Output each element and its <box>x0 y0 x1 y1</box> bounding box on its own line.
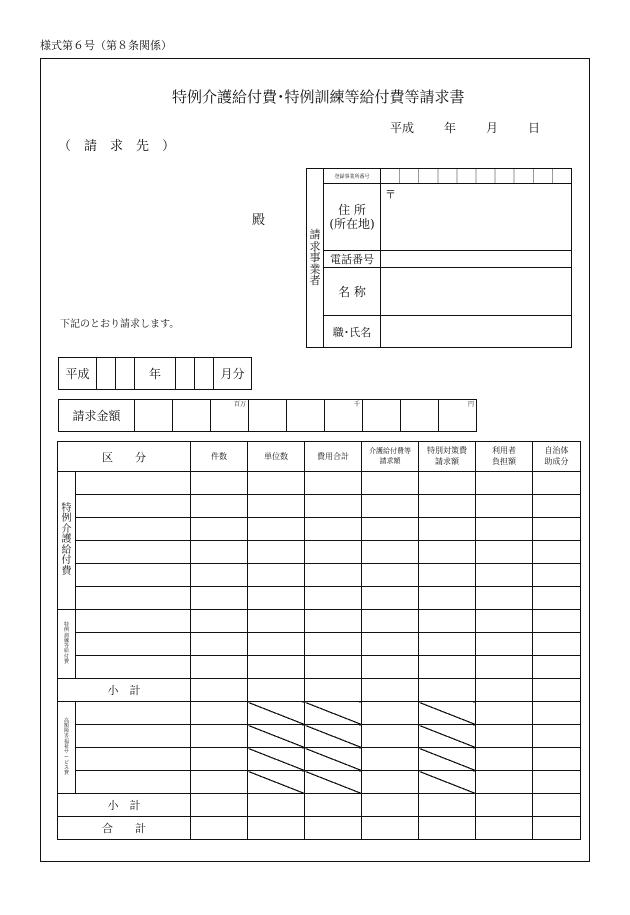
cell[interactable] <box>476 748 533 771</box>
cell[interactable] <box>191 817 248 840</box>
cell[interactable] <box>533 564 581 587</box>
disabled-cell <box>248 725 305 748</box>
cell[interactable] <box>419 472 476 495</box>
table-row <box>58 472 581 495</box>
header-row <box>58 442 581 472</box>
cell[interactable] <box>533 472 581 495</box>
cell[interactable] <box>191 725 248 748</box>
group-label-high-cost: 高 額 障 害 福 祉 サ ー ビ ス 費 <box>58 702 76 794</box>
cell[interactable] <box>419 610 476 633</box>
cell[interactable] <box>248 794 305 817</box>
service-name-cell[interactable] <box>76 771 191 794</box>
group-label-special-care: 特 例 介 護 給 付 費 <box>58 472 76 610</box>
postal-mark: 〒 <box>385 188 396 201</box>
registration-label: 登録事業所番号 <box>324 169 381 184</box>
table-row <box>58 633 581 656</box>
period-year-label: 年 <box>135 358 176 390</box>
cell[interactable] <box>191 656 248 679</box>
table-row <box>58 656 581 679</box>
disabled-cell <box>305 748 362 771</box>
form-number: 様式第６号（第８条関係） <box>40 39 172 52</box>
cell[interactable] <box>362 587 419 610</box>
cell[interactable] <box>305 472 362 495</box>
grand-total-row <box>58 817 581 840</box>
cell[interactable] <box>191 679 248 702</box>
cell[interactable] <box>362 564 419 587</box>
cell[interactable] <box>305 656 362 679</box>
cell[interactable] <box>305 633 362 656</box>
cell[interactable] <box>476 472 533 495</box>
cell[interactable] <box>476 495 533 518</box>
cell[interactable] <box>191 771 248 794</box>
cell[interactable] <box>248 610 305 633</box>
cell[interactable] <box>248 679 305 702</box>
disabled-cell <box>419 771 476 794</box>
cell[interactable] <box>533 495 581 518</box>
subtotal-row-label: 小 計 <box>58 679 191 702</box>
cell[interactable] <box>362 610 419 633</box>
cell[interactable] <box>476 725 533 748</box>
disabled-cell <box>305 702 362 725</box>
unit-million: 百万 <box>233 401 246 408</box>
name-field[interactable] <box>381 268 572 316</box>
statement-text: 下記のとおり請求します。 <box>60 319 180 330</box>
cell[interactable] <box>419 656 476 679</box>
cell[interactable] <box>476 564 533 587</box>
cell[interactable] <box>419 817 476 840</box>
table-row <box>58 725 581 748</box>
cell[interactable] <box>191 610 248 633</box>
service-name-cell[interactable] <box>76 633 191 656</box>
cell[interactable] <box>476 518 533 541</box>
disabled-cell <box>248 771 305 794</box>
header-total-cost: 費用合計 <box>305 442 362 472</box>
cell[interactable] <box>533 725 581 748</box>
service-name-cell[interactable] <box>76 495 191 518</box>
disabled-cell <box>419 748 476 771</box>
cell[interactable] <box>419 633 476 656</box>
amount-digit-6[interactable] <box>325 400 363 432</box>
subtotal-row <box>58 679 581 702</box>
date-era: 平成 <box>390 121 415 135</box>
unit-yen: 円 <box>467 401 474 408</box>
cell[interactable] <box>419 541 476 564</box>
amount-label: 請求金額 <box>59 400 135 432</box>
disabled-cell <box>305 771 362 794</box>
provider-box <box>306 168 572 348</box>
date-year: 年 <box>444 121 457 135</box>
cell[interactable] <box>362 771 419 794</box>
cell[interactable] <box>533 679 581 702</box>
period-box <box>58 357 252 390</box>
header-units: 単位数 <box>248 442 305 472</box>
group-label-special-training: 特 例 訓 練 等 給 付 費 <box>58 610 76 679</box>
cell[interactable] <box>362 472 419 495</box>
subtotal-row-2-label: 小 計 <box>58 794 191 817</box>
period-year-digit-1[interactable] <box>97 358 116 390</box>
cell[interactable] <box>191 748 248 771</box>
amount-digit-7[interactable] <box>363 400 401 432</box>
cell[interactable] <box>419 518 476 541</box>
date-day: 日 <box>528 121 541 135</box>
cell[interactable] <box>248 518 305 541</box>
service-name-cell[interactable] <box>76 564 191 587</box>
cell[interactable] <box>419 587 476 610</box>
amount-digit-9[interactable] <box>439 400 477 432</box>
cell[interactable] <box>533 633 581 656</box>
claim-table <box>57 441 581 840</box>
amount-digit-2[interactable] <box>173 400 211 432</box>
cell[interactable] <box>419 564 476 587</box>
cell[interactable] <box>191 495 248 518</box>
period-month-digit-1[interactable] <box>176 358 195 390</box>
address-field[interactable] <box>381 184 572 251</box>
cell[interactable] <box>533 587 581 610</box>
cell[interactable] <box>248 817 305 840</box>
cell[interactable] <box>476 794 533 817</box>
cell[interactable] <box>533 817 581 840</box>
table-row <box>58 610 581 633</box>
cell[interactable] <box>362 817 419 840</box>
cell[interactable] <box>362 541 419 564</box>
disabled-cell <box>419 725 476 748</box>
cell[interactable] <box>362 725 419 748</box>
period-month-label: 月分 <box>214 358 252 390</box>
cell[interactable] <box>476 656 533 679</box>
table-row <box>58 518 581 541</box>
cell[interactable] <box>191 518 248 541</box>
cell[interactable] <box>191 472 248 495</box>
cell[interactable] <box>533 541 581 564</box>
cell[interactable] <box>305 794 362 817</box>
amount-digit-5[interactable] <box>287 400 325 432</box>
cell[interactable] <box>191 564 248 587</box>
title-name-field[interactable] <box>381 316 572 348</box>
service-name-cell[interactable] <box>76 656 191 679</box>
provider-side-label: 請 求 事 業 者 <box>309 228 321 288</box>
cell[interactable] <box>362 702 419 725</box>
table-row <box>58 771 581 794</box>
cell[interactable] <box>533 771 581 794</box>
subtotal-row-2 <box>58 794 581 817</box>
service-name-cell[interactable] <box>76 748 191 771</box>
cell[interactable] <box>305 679 362 702</box>
cell[interactable] <box>305 564 362 587</box>
cell[interactable] <box>533 748 581 771</box>
table-row <box>58 564 581 587</box>
cell[interactable] <box>191 587 248 610</box>
cell[interactable] <box>305 610 362 633</box>
cell[interactable] <box>248 495 305 518</box>
cell[interactable] <box>248 541 305 564</box>
name-label: 名 称 <box>324 268 381 316</box>
phone-label: 電話番号 <box>324 251 381 268</box>
cell[interactable] <box>533 518 581 541</box>
header-user-burden: 利用者 負担額 <box>476 442 533 472</box>
table-row <box>58 587 581 610</box>
cell[interactable] <box>476 817 533 840</box>
cell[interactable] <box>419 794 476 817</box>
header-care-claim: 介護給付費等 請求額 <box>362 442 419 472</box>
disabled-cell <box>248 702 305 725</box>
cell[interactable] <box>362 633 419 656</box>
title-name-label: 職･氏名 <box>324 316 381 348</box>
cell[interactable] <box>362 748 419 771</box>
cell[interactable] <box>476 610 533 633</box>
grand-total-row-label: 合 計 <box>58 817 191 840</box>
disabled-cell <box>305 725 362 748</box>
service-name-cell[interactable] <box>76 725 191 748</box>
cell[interactable] <box>248 472 305 495</box>
cell[interactable] <box>362 794 419 817</box>
amount-digit-4[interactable] <box>249 400 287 432</box>
service-name-cell[interactable] <box>76 518 191 541</box>
cell[interactable] <box>191 702 248 725</box>
cell[interactable] <box>419 495 476 518</box>
header-category: 区 分 <box>58 442 191 472</box>
period-era: 平成 <box>59 358 97 390</box>
cell[interactable] <box>476 633 533 656</box>
cell[interactable] <box>419 679 476 702</box>
service-name-cell[interactable] <box>76 541 191 564</box>
cell[interactable] <box>362 518 419 541</box>
amount-digit-3[interactable] <box>211 400 249 432</box>
phone-field[interactable] <box>381 251 572 268</box>
cell[interactable] <box>476 541 533 564</box>
cell[interactable] <box>248 656 305 679</box>
cell[interactable] <box>305 817 362 840</box>
cell[interactable] <box>305 495 362 518</box>
cell[interactable] <box>476 702 533 725</box>
cell[interactable] <box>533 610 581 633</box>
registration-digit-grid <box>381 169 571 183</box>
cell[interactable] <box>476 587 533 610</box>
page-title: 特例介護給付費･特例訓練等給付費等請求書 <box>172 88 465 106</box>
disabled-cell <box>419 702 476 725</box>
cell[interactable] <box>362 495 419 518</box>
service-name-cell[interactable] <box>76 702 191 725</box>
unit-thousand: 千 <box>353 401 360 408</box>
cell[interactable] <box>305 518 362 541</box>
cell[interactable] <box>305 541 362 564</box>
header-count: 件数 <box>191 442 248 472</box>
cell[interactable] <box>248 587 305 610</box>
period-year-digit-2[interactable] <box>116 358 135 390</box>
addressee-honorific: 殿 <box>252 213 266 228</box>
address-label: 住 所 (所在地) <box>324 184 381 251</box>
cell[interactable] <box>476 771 533 794</box>
date-month: 月 <box>486 121 499 135</box>
cell[interactable] <box>248 564 305 587</box>
table-row <box>58 702 581 725</box>
cell[interactable] <box>191 633 248 656</box>
registration-number-field[interactable] <box>381 169 572 184</box>
cell[interactable] <box>533 656 581 679</box>
cell[interactable] <box>362 679 419 702</box>
amount-box <box>58 399 477 432</box>
cell[interactable] <box>191 541 248 564</box>
amount-digit-8[interactable] <box>401 400 439 432</box>
service-name-cell[interactable] <box>76 587 191 610</box>
cell[interactable] <box>476 679 533 702</box>
cell[interactable] <box>533 702 581 725</box>
cell[interactable] <box>305 587 362 610</box>
table-row <box>58 748 581 771</box>
addressee-label: （ 請 求 先 ） <box>58 139 176 154</box>
cell[interactable] <box>248 633 305 656</box>
service-name-cell[interactable] <box>76 610 191 633</box>
header-special-claim: 特別対策費 請求額 <box>419 442 476 472</box>
header-municipal: 自治体 助成分 <box>533 442 581 472</box>
cell[interactable] <box>362 656 419 679</box>
cell[interactable] <box>191 794 248 817</box>
amount-digit-1[interactable] <box>135 400 173 432</box>
service-name-cell[interactable] <box>76 472 191 495</box>
table-row <box>58 495 581 518</box>
period-month-digit-2[interactable] <box>195 358 214 390</box>
disabled-cell <box>248 748 305 771</box>
cell[interactable] <box>533 794 581 817</box>
table-row <box>58 541 581 564</box>
